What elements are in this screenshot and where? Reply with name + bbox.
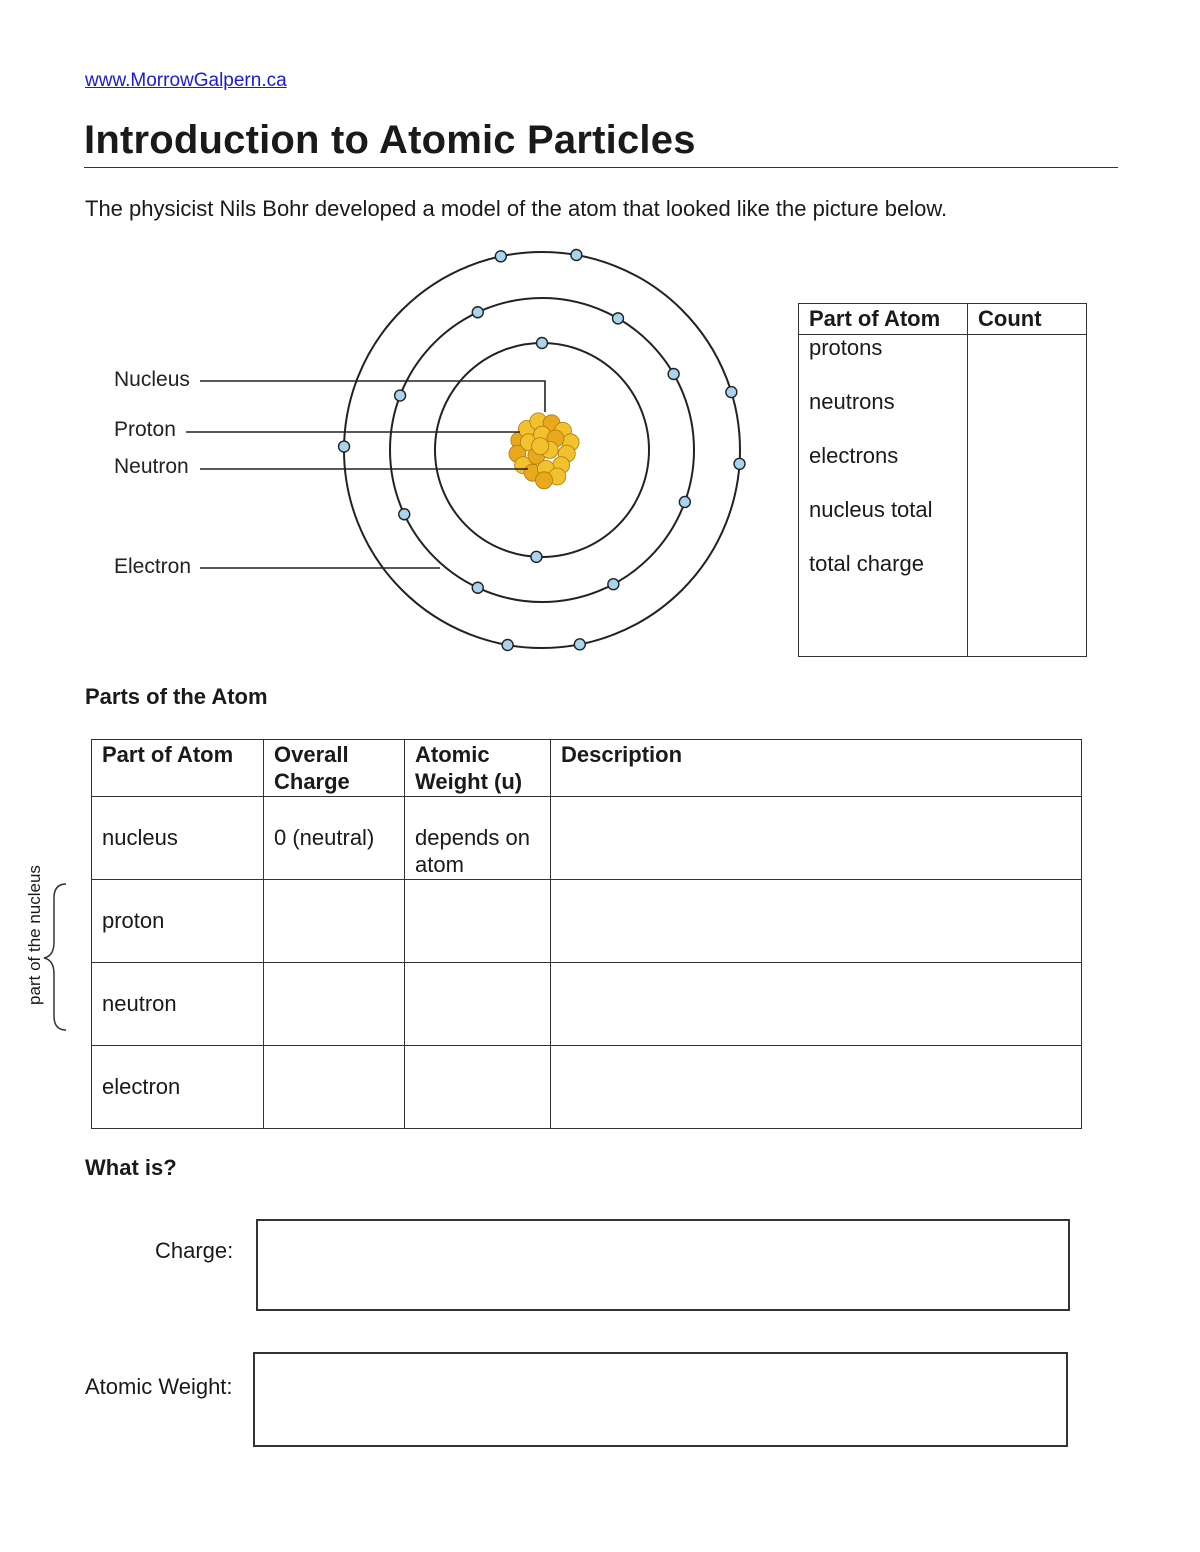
cell-weight[interactable] [405,1046,551,1129]
electron-icon [613,313,624,324]
bohr-atom-diagram [100,240,780,660]
cell-description[interactable] [551,963,1082,1046]
electron-icon [574,639,585,650]
count-row-label: total charge [809,551,924,576]
count-row-label: electrons [809,443,899,468]
cell-part: proton [92,880,264,963]
electron-icon [399,509,410,520]
cell-part: neutron [92,963,264,1046]
table-header-row [92,740,1082,797]
cell-description[interactable] [551,797,1082,880]
cell-charge[interactable] [264,880,405,963]
electron-icon [531,551,542,562]
column-header-part: Part of Atom [92,740,264,797]
cell-description[interactable] [551,1046,1082,1129]
title-divider [84,167,1118,168]
electron-icon [339,441,350,452]
cell-weight[interactable]: depends on atom [405,797,551,880]
cell-part: nucleus [92,797,264,880]
electron-icon [472,307,483,318]
column-header-description: Description [551,740,1082,797]
site-link[interactable]: www.MorrowGalpern.ca [85,70,287,91]
atomic-weight-label: Atomic Weight: [85,1374,233,1399]
electron-icon [472,582,483,593]
electron-icon [502,639,513,650]
brace-icon [40,880,70,1034]
electron-icon [571,250,582,261]
intro-text: The physicist Nils Bohr developed a model of the atom that looked like the picture below. [85,196,948,221]
parts-heading: Parts of the Atom [85,684,268,709]
count-table-header-part: Part of Atom [799,304,968,335]
nucleus-pointer [200,381,545,412]
electron-icon [395,390,406,401]
count-row-label: nucleus total [809,497,933,522]
cell-charge[interactable] [264,1046,405,1129]
charge-answer-box[interactable] [256,1219,1070,1311]
parts-table [91,739,1082,1129]
cell-charge[interactable] [264,963,405,1046]
count-answer-cell[interactable] [968,335,1087,657]
atomic-weight-answer-box[interactable] [253,1352,1068,1447]
table-row [92,797,1082,880]
diagram-label-neutron: Neutron [114,455,189,478]
electron-icon [726,387,737,398]
count-table-header-count: Count [968,304,1087,335]
charge-label: Charge: [155,1238,234,1263]
count-row-label: protons [809,335,883,360]
column-header-weight: Atomic Weight (u) [405,740,551,797]
cell-description[interactable] [551,880,1082,963]
cell-part: electron [92,1046,264,1129]
count-table-parts [799,335,968,657]
diagram-label-electron: Electron [114,555,192,578]
electron-icon [608,579,619,590]
table-row [92,963,1082,1046]
count-row-label: neutrons [809,389,895,414]
nucleus-particle [536,472,553,489]
column-header-charge: Overall Charge [264,740,405,797]
nucleus-icon [509,413,579,489]
brace-label: part of the nucleus [25,865,44,1005]
cell-weight[interactable] [405,963,551,1046]
what-is-heading: What is? [85,1155,177,1180]
cell-weight[interactable] [405,880,551,963]
diagram-label-nucleus: Nucleus [114,368,190,391]
electron-icon [679,496,690,507]
table-row [92,880,1082,963]
nucleus-particle [532,438,549,455]
electron-icon [734,458,745,469]
page-title: Introduction to Atomic Particles [84,118,696,162]
table-row [92,1046,1082,1129]
electron-icon [668,369,679,380]
cell-charge[interactable]: 0 (neutral) [264,797,405,880]
diagram-label-proton: Proton [114,418,176,441]
electron-icon [495,251,506,262]
electron-icon [537,338,548,349]
count-table [798,303,1087,657]
